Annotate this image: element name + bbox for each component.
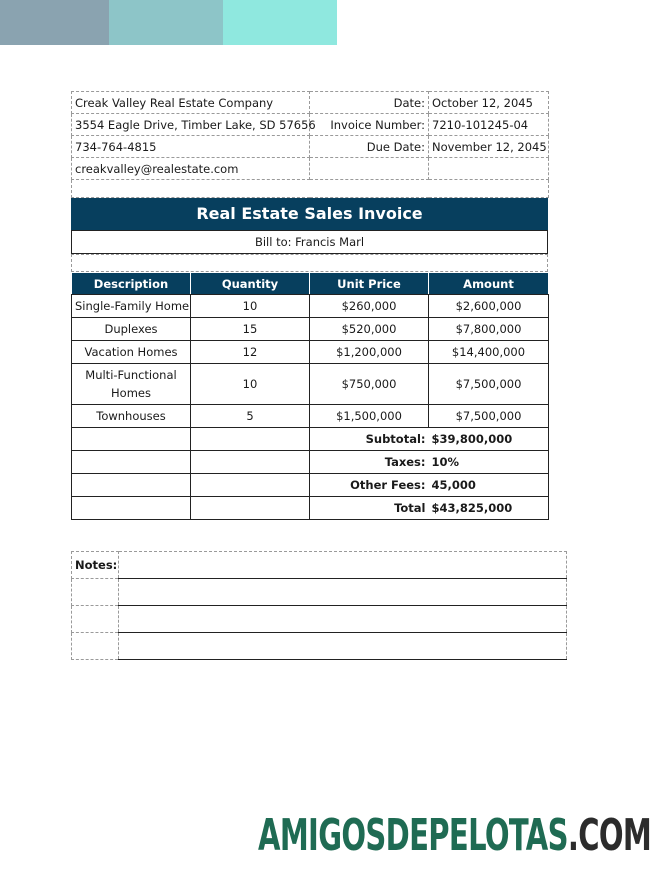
total-row bbox=[72, 497, 549, 520]
cell-unit-price: $520,000 bbox=[310, 318, 429, 341]
company-email: creakvalley@realestate.com bbox=[72, 158, 310, 180]
notes-line[interactable] bbox=[119, 606, 567, 633]
cell-amount: $14,400,000 bbox=[429, 341, 549, 364]
col-header-amount: Amount bbox=[429, 273, 549, 295]
total-value: $43,825,000 bbox=[429, 497, 549, 520]
cell-quantity: 10 bbox=[191, 364, 310, 405]
empty-cell bbox=[72, 497, 191, 520]
notes-table bbox=[71, 551, 567, 660]
notes-line[interactable] bbox=[119, 552, 567, 579]
subtotal-value: $39,800,000 bbox=[429, 428, 549, 451]
cell-quantity: 15 bbox=[191, 318, 310, 341]
empty-cell bbox=[191, 497, 310, 520]
cell-unit-price: $750,000 bbox=[310, 364, 429, 405]
empty-cell bbox=[72, 474, 191, 497]
col-header-quantity: Quantity bbox=[191, 273, 310, 295]
company-address: 3554 Eagle Drive, Timber Lake, SD 57656 bbox=[72, 114, 310, 136]
cell-description: Single-Family Home bbox=[72, 295, 191, 318]
due-date-value: November 12, 2045 bbox=[429, 136, 549, 158]
fees-row bbox=[72, 474, 549, 497]
empty-cell bbox=[72, 633, 119, 660]
subtotal-label: Subtotal: bbox=[310, 428, 429, 451]
brand-name: AMIGOSDEPELOTAS bbox=[258, 810, 568, 861]
spacer-row bbox=[72, 180, 549, 198]
table-row bbox=[72, 364, 549, 405]
notes-section bbox=[71, 551, 566, 660]
col-header-unit-price: Unit Price bbox=[310, 273, 429, 295]
empty-cell bbox=[72, 606, 119, 633]
header-info-table bbox=[71, 91, 549, 198]
cell-description: Vacation Homes bbox=[72, 341, 191, 364]
invoice-number-value: 7210-101245-04 bbox=[429, 114, 549, 136]
cell-unit-price: $1,500,000 bbox=[310, 405, 429, 428]
notes-line[interactable] bbox=[119, 633, 567, 660]
subtotal-row bbox=[72, 428, 549, 451]
invoice-number-label: Invoice Number: bbox=[310, 114, 429, 136]
table-row bbox=[72, 405, 549, 428]
empty-cell bbox=[72, 428, 191, 451]
cell-quantity: 12 bbox=[191, 341, 310, 364]
table-row bbox=[72, 341, 549, 364]
cell-amount: $2,600,000 bbox=[429, 295, 549, 318]
taxes-value: 10% bbox=[429, 451, 549, 474]
items-table bbox=[71, 272, 549, 520]
cell-description: Multi-Functional Homes bbox=[72, 364, 191, 405]
empty-cell bbox=[310, 158, 429, 180]
empty-cell bbox=[429, 158, 549, 180]
other-fees-label: Other Fees: bbox=[310, 474, 429, 497]
company-name: Creak Valley Real Estate Company bbox=[72, 92, 310, 114]
empty-cell bbox=[191, 474, 310, 497]
table-row bbox=[72, 318, 549, 341]
decor-band-2 bbox=[109, 0, 223, 45]
cell-description: Duplexes bbox=[72, 318, 191, 341]
empty-cell bbox=[191, 428, 310, 451]
cell-quantity: 5 bbox=[191, 405, 310, 428]
cell-unit-price: $1,200,000 bbox=[310, 341, 429, 364]
col-header-description: Description bbox=[72, 273, 191, 295]
company-phone: 734-764-4815 bbox=[72, 136, 310, 158]
cell-quantity: 10 bbox=[191, 295, 310, 318]
empty-cell bbox=[72, 579, 119, 606]
notes-label: Notes: bbox=[72, 552, 119, 579]
decor-band-3 bbox=[223, 0, 337, 45]
other-fees-value: 45,000 bbox=[429, 474, 549, 497]
spacer-table bbox=[71, 254, 548, 272]
total-label: Total bbox=[310, 497, 429, 520]
cell-amount: $7,500,000 bbox=[429, 364, 549, 405]
taxes-label: Taxes: bbox=[310, 451, 429, 474]
brand-tld: .COM bbox=[567, 810, 651, 861]
spacer-row bbox=[72, 255, 548, 272]
cell-amount: $7,800,000 bbox=[429, 318, 549, 341]
invoice-sheet bbox=[71, 91, 548, 520]
taxes-row bbox=[72, 451, 549, 474]
empty-cell bbox=[72, 451, 191, 474]
invoice-title: Real Estate Sales Invoice bbox=[71, 198, 548, 230]
empty-cell bbox=[191, 451, 310, 474]
date-label: Date: bbox=[310, 92, 429, 114]
due-date-label: Due Date: bbox=[310, 136, 429, 158]
date-value: October 12, 2045 bbox=[429, 92, 549, 114]
bill-to: Bill to: Francis Marl bbox=[71, 230, 548, 254]
cell-unit-price: $260,000 bbox=[310, 295, 429, 318]
cell-amount: $7,500,000 bbox=[429, 405, 549, 428]
table-row bbox=[72, 295, 549, 318]
cell-description: Townhouses bbox=[72, 405, 191, 428]
notes-line[interactable] bbox=[119, 579, 567, 606]
brand-logo bbox=[258, 810, 651, 861]
decor-band-1 bbox=[0, 0, 109, 45]
